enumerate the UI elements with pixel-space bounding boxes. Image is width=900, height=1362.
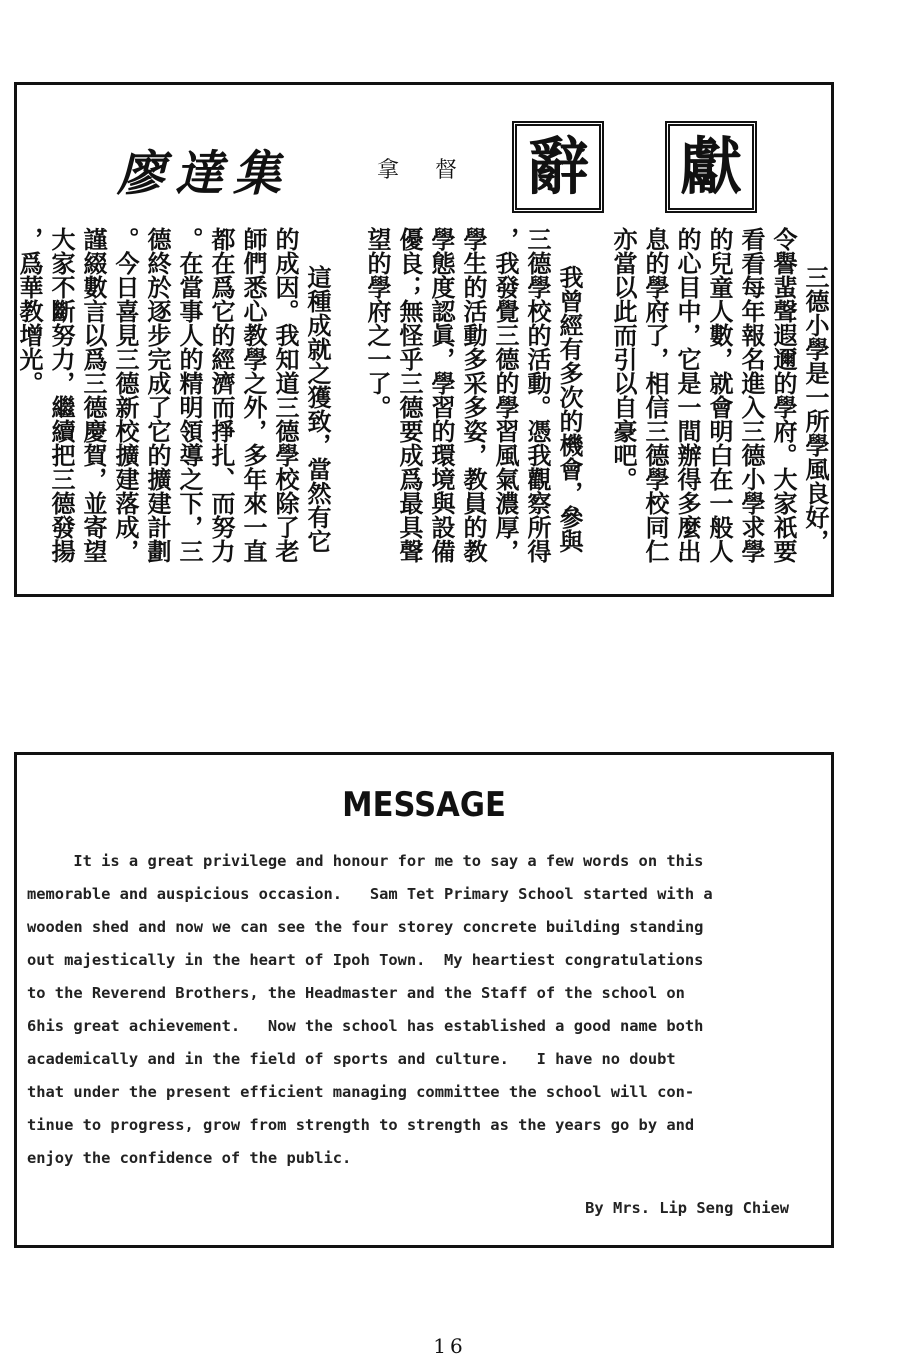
message-line: that under the present efficient managing committee the school will con- bbox=[27, 1083, 695, 1101]
author-title: 拿督 bbox=[377, 158, 494, 183]
text-column: 德終於逐步完成了它的擴建計劃 bbox=[143, 227, 172, 563]
text-column: 我曾經有多次的機會，參與 bbox=[555, 265, 584, 553]
message-signature: By Mrs. Lip Seng Chiew bbox=[585, 1199, 789, 1217]
text-column: 望的學府之一了。 bbox=[363, 227, 392, 419]
message-line: wooden shed and now we can see the four storey concrete building standing bbox=[27, 918, 704, 936]
text-column: 三德學校的活動。憑我觀察所得 bbox=[523, 227, 552, 563]
text-column: 學生的活動多采多姿，教員的教 bbox=[459, 227, 488, 563]
text-column: 的成因。我知道三德學校除了老 bbox=[271, 227, 300, 563]
chinese-message-box bbox=[14, 82, 834, 597]
text-column: 的兒童人數，就會明白在一般人 bbox=[705, 227, 734, 563]
text-column: 師們悉心教學之外，多年來一直 bbox=[239, 227, 268, 563]
message-line: memorable and auspicious occasion. Sam Tet Primary School started with a bbox=[27, 885, 713, 903]
text-column: 息的學府了，相信三德學校同仁 bbox=[641, 227, 670, 563]
message-line: tinue to progress, grow from strength to strength as the years go by and bbox=[27, 1116, 695, 1134]
message-body bbox=[27, 845, 827, 1175]
text-column: 的心目中，它是一間辦得多麼出 bbox=[673, 227, 702, 563]
text-column: 謹綴數言以爲三德慶賀，並寄望 bbox=[79, 227, 108, 563]
text-column: ，我發覺三德的學習風氣濃厚， bbox=[491, 227, 520, 563]
text-column: ，爲華教增光。 bbox=[15, 227, 44, 395]
text-column: 令譽蜚聲遐邇的學府。大家祇要 bbox=[769, 227, 798, 563]
text-column: 亦當以此而引以自豪吧。 bbox=[609, 227, 638, 491]
message-line: 6his great achievement. Now the school has established a good name both bbox=[27, 1017, 704, 1035]
text-column: 大家不斷努力，繼續把三德發揚 bbox=[47, 227, 76, 563]
message-line: out majestically in the heart of Ipoh Town. My heartiest congratulations bbox=[27, 951, 704, 969]
message-line: It is a great privilege and honour for me to say a few words on this bbox=[27, 852, 704, 870]
message-line: enjoy the confidence of the public. bbox=[27, 1149, 352, 1167]
title-char-2: 辭 bbox=[512, 121, 604, 213]
text-column: 都在爲它的經濟而掙扎、而努力 bbox=[207, 227, 236, 563]
english-message-box bbox=[14, 752, 834, 1248]
author-name: 廖達集 bbox=[117, 146, 292, 202]
message-heading: MESSAGE bbox=[342, 785, 506, 825]
text-column: 優良；無怪乎三德要成爲最具聲 bbox=[395, 227, 424, 563]
title-char-1: 獻 bbox=[665, 121, 757, 213]
page-number: 16 bbox=[433, 1334, 467, 1358]
text-column: 學態度認眞，學習的環境與設備 bbox=[427, 227, 456, 563]
message-line: to the Reverend Brothers, the Headmaster and the Staff of the school on bbox=[27, 984, 685, 1002]
text-column: 。今日喜見三德新校擴建落成， bbox=[111, 227, 140, 563]
text-column: 三德小學是一所學風良好， bbox=[801, 265, 830, 553]
message-line: academically and in the field of sports and culture. I have no doubt bbox=[27, 1050, 676, 1068]
text-column: 這種成就之獲致，當然有它 bbox=[303, 265, 332, 553]
text-column: 看看每年報名進入三德小學求學 bbox=[737, 227, 766, 563]
text-column: 。在當事人的精明領導之下，三 bbox=[175, 227, 204, 563]
